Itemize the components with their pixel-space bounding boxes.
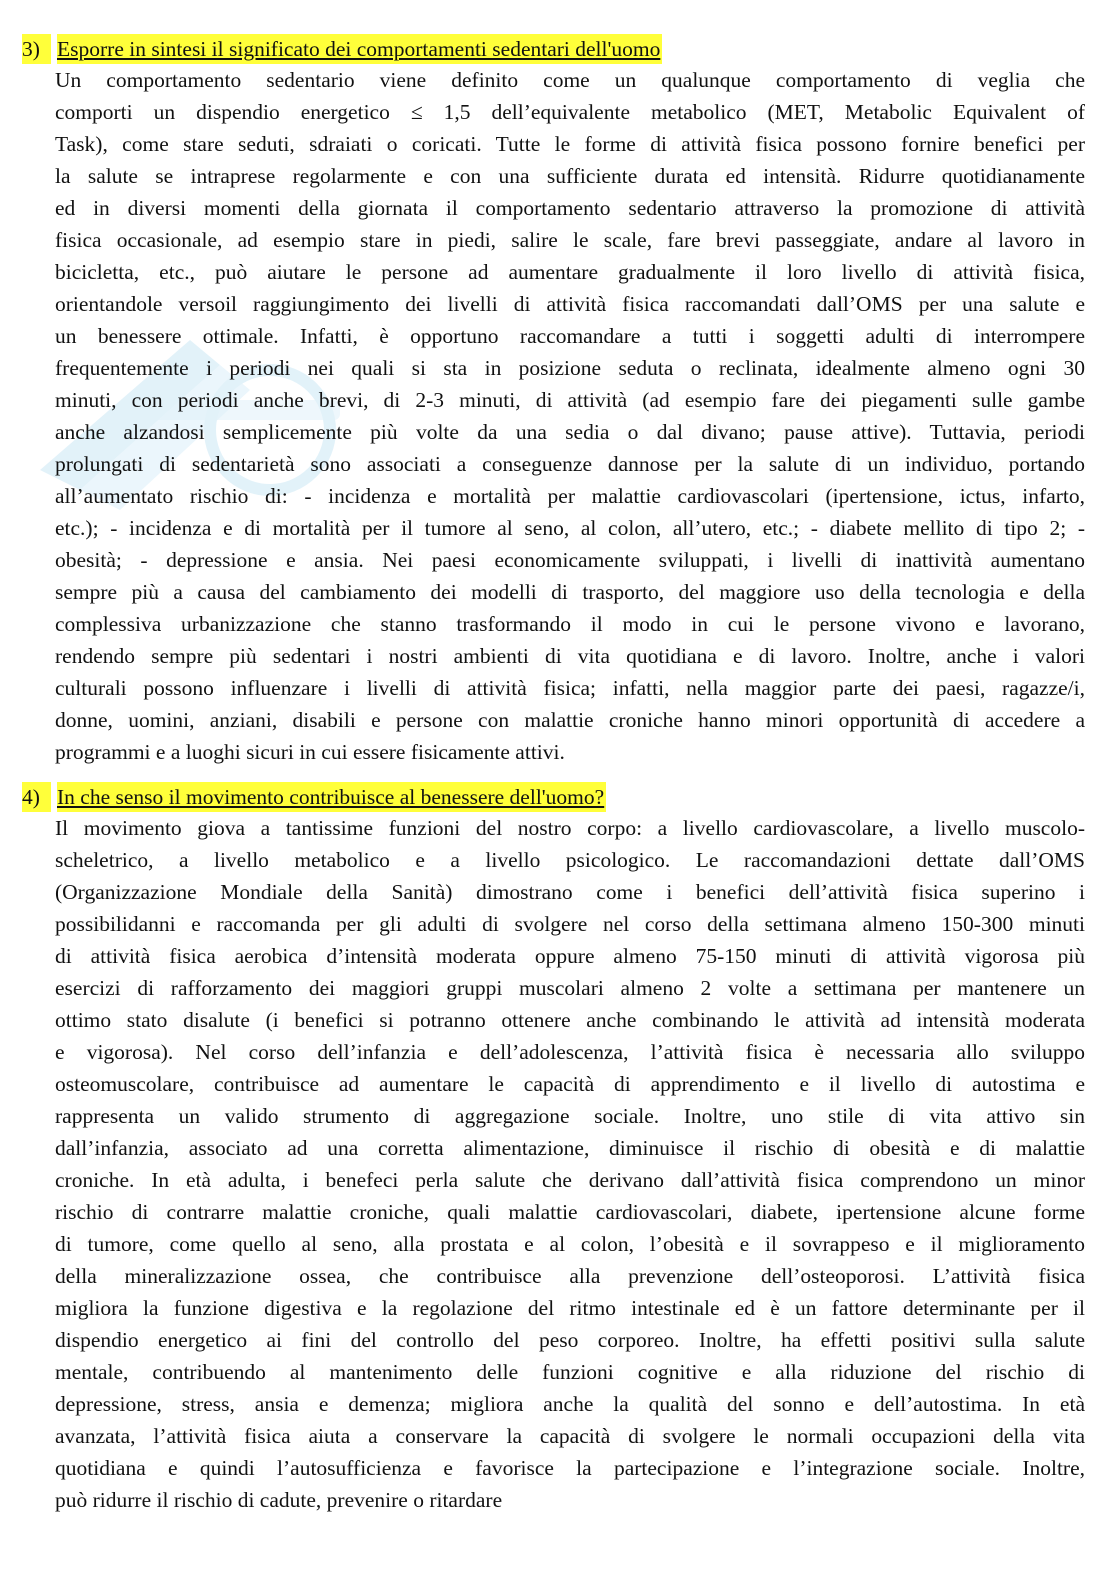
- section-heading: [22, 782, 1082, 812]
- text-line: rendendo sempre più sedentari i nostri ambienti di vita quotidiana e di lavoro. Inoltre, anche i valori: [55, 644, 1085, 668]
- text-line: possibilidanni e raccomanda per gli adulti di svolgere nel corso della settimana almeno 150-300 minuti: [55, 912, 1085, 936]
- text-line: osteomuscolare, contribuisce ad aumentare le capacità di apprendimento e il livello di autostima e: [55, 1072, 1085, 1096]
- section-title: Esporre in sintesi il significato dei comportamenti sedentari dell'uomo: [57, 34, 662, 64]
- text-line: programmi e a luoghi sicuri in cui essere fisicamente attivi.: [55, 740, 565, 764]
- text-line: Task), come stare seduti, sdraiati o coricati. Tutte le forme di attività fisica possono fornire benefici per: [55, 132, 1085, 156]
- document-page: [22, 34, 1085, 1530]
- text-line: obesità; - depressione e ansia. Nei paesi economicamente sviluppati, i livelli di inattività aumentano: [55, 548, 1085, 572]
- text-line: anche alzandosi semplicemente più volte da una sedia o dal divano; pause attive). Tuttavia, periodi: [55, 420, 1085, 444]
- text-line: fisica occasionale, ad esempio stare in piedi, salire le scale, fare brevi passeggiate, andare al lavoro in: [55, 228, 1085, 252]
- text-line: all’aumentato rischio di: - incidenza e mortalità per malattie cardiovascolari (ipertensione, ictus, infarto,: [55, 484, 1085, 508]
- text-line: donne, uomini, anziani, disabili e persone con malattie croniche hanno minori opportunità di accedere a: [55, 708, 1085, 732]
- text-line: migliora la funzione digestiva e la regolazione del ritmo intestinale ed è un fattore determinante per il: [55, 1296, 1085, 1320]
- text-line: croniche. In età adulta, i benefeci perla salute che derivano dall’attività fisica comprendono un minor: [55, 1168, 1085, 1192]
- text-line: un benessere ottimale. Infatti, è opportuno raccomandare a tutti i soggetti adulti di interrompere: [55, 324, 1085, 348]
- text-line: sempre più a causa del cambiamento dei modelli di trasporto, del maggiore uso della tecnologia e della: [55, 580, 1085, 604]
- text-line: di attività fisica aerobica d’intensità moderata oppure almeno 75-150 minuti di attività vigorosa più: [55, 944, 1085, 968]
- section-heading: [22, 34, 1082, 64]
- section-3: [22, 34, 1085, 768]
- text-line: depressione, stress, ansia e demenza; migliora anche la qualità del sonno e dell’autostima. In età: [55, 1392, 1085, 1416]
- text-line: prolungati di sedentarietà sono associati a conseguenze dannose per la salute di un individuo, portando: [55, 452, 1085, 476]
- section-body: [55, 64, 1085, 768]
- text-line: ottimo stato disalute (i benefici si potranno ottenere anche combinando le attività ad intensità moderata: [55, 1008, 1085, 1032]
- text-line: esercizi di rafforzamento dei maggiori gruppi muscolari almeno 2 volte a settimana per mantenere un: [55, 976, 1085, 1000]
- text-line: (Organizzazione Mondiale della Sanità) dimostrano come i benefici dell’attività fisica superino i: [55, 880, 1085, 904]
- text-line: può ridurre il rischio di cadute, prevenire o ritardare: [55, 1488, 503, 1512]
- text-line: etc.); - incidenza e di mortalità per il tumore al seno, al colon, all’utero, etc.; - diabete mellito di tipo 2; -: [55, 516, 1085, 540]
- section-title: In che senso il movimento contribuisce al benessere dell'uomo?: [57, 782, 606, 812]
- text-line: dispendio energetico ai fini del controllo del peso corporeo. Inoltre, ha effetti positivi sulla salute: [55, 1328, 1085, 1352]
- text-line: orientandole versoil raggiungimento dei livelli di attività fisica raccomandati dall’OMS per una salute e: [55, 292, 1085, 316]
- text-line: culturali possono influenzare i livelli di attività fisica; infatti, nella maggior parte dei paesi, ragazze/i,: [55, 676, 1085, 700]
- section-4: [22, 782, 1085, 1516]
- text-line: dall’infanzia, associato ad una corretta alimentazione, diminuisce il rischio di obesità e di malattie: [55, 1136, 1085, 1160]
- text-line: della mineralizzazione ossea, che contribuisce alla prevenzione dell’osteoporosi. L’attività fisica: [55, 1264, 1085, 1288]
- text-line: frequentemente i periodi nei quali si sta in posizione seduta o reclinata, idealmente almeno ogni 30: [55, 356, 1085, 380]
- text-line: Il movimento giova a tantissime funzioni del nostro corpo: a livello cardiovascolare, a livello muscolo-: [55, 816, 1085, 840]
- text-line: la salute se intraprese regolarmente e con una sufficiente durata ed intensità. Ridurre quotidianamente: [55, 164, 1085, 188]
- section-body: [55, 812, 1085, 1516]
- text-line: rischio di contrarre malattie croniche, quali malattie cardiovascolari, diabete, ipertensione alcune forme: [55, 1200, 1085, 1224]
- text-line: e vigorosa). Nel corso dell’infanzia e dell’adolescenza, l’attività fisica è necessaria allo sviluppo: [55, 1040, 1085, 1064]
- section-number: 4): [22, 782, 51, 812]
- text-line: minuti, con periodi anche brevi, di 2-3 minuti, di attività (ad esempio fare dei piegamenti sulle gambe: [55, 388, 1085, 412]
- section-number: 3): [22, 34, 51, 64]
- text-line: comporti un dispendio energetico ≤ 1,5 dell’equivalente metabolico (MET, Metabolic Equivalent of: [55, 100, 1085, 124]
- text-line: ed in diversi momenti della giornata il comportamento sedentario attraverso la promozione di attività: [55, 196, 1085, 220]
- text-line: quotidiana e quindi l’autosufficienza e favorisce la partecipazione e l’integrazione sociale. Inoltre,: [55, 1456, 1085, 1480]
- text-line: avanzata, l’attività fisica aiuta a conservare la capacità di svolgere le normali occupazioni della vita: [55, 1424, 1085, 1448]
- text-line: mentale, contribuendo al mantenimento delle funzioni cognitive e alla riduzione del rischio di: [55, 1360, 1085, 1384]
- text-line: bicicletta, etc., può aiutare le persone ad aumentare gradualmente il loro livello di attività fisica,: [55, 260, 1085, 284]
- text-line: rappresenta un valido strumento di aggregazione sociale. Inoltre, uno stile di vita attivo sin: [55, 1104, 1085, 1128]
- text-line: Un comportamento sedentario viene definito come un qualunque comportamento di veglia che: [55, 68, 1085, 92]
- text-line: di tumore, come quello al seno, alla prostata e al colon, l’obesità e il sovrappeso e il miglioramento: [55, 1232, 1085, 1256]
- text-line: scheletrico, a livello metabolico e a livello psicologico. Le raccomandazioni dettate dall’OMS: [55, 848, 1085, 872]
- text-line: complessiva urbanizzazione che stanno trasformando il modo in cui le persone vivono e lavorano,: [55, 612, 1085, 636]
